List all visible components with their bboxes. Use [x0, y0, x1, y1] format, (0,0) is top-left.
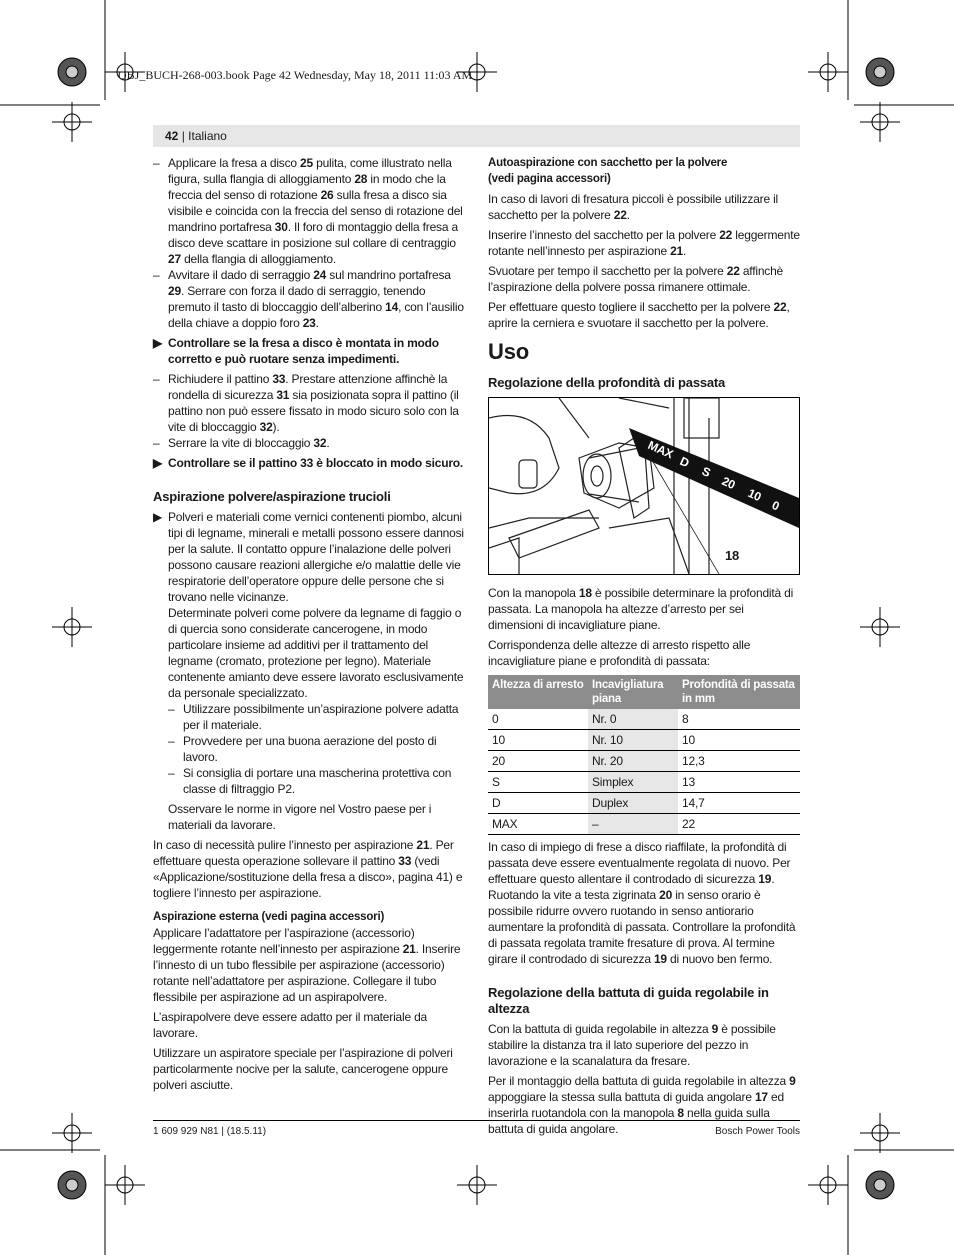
table-cell: 0 — [488, 709, 588, 730]
table-cell: Nr. 0 — [588, 709, 678, 730]
table-cell: Simplex — [588, 772, 678, 793]
depth-knob-illustration — [489, 398, 799, 574]
clean-outlet: In caso di necessità pulire l’innesto per aspirazione 21. Per effettuare questa operazione sollevare il pattino 33 (vedi «Applicazione/sostituzione della fresa a disco», pagina 41) e togliere l’innesto per aspirazione. — [153, 838, 463, 900]
table-cell: 10 — [488, 730, 588, 751]
step-tighten-nut: – Avvitare il dado di serraggio 24 sul mandrino portafresa 29. Serrare con forza il dado di serraggio, tenendo premuto il tasto di bloccaggio dell’alberino 14, con l’ausilio della chiave a doppio foro 23. — [153, 268, 464, 330]
table-row — [488, 793, 800, 814]
table-cell: Nr. 20 — [588, 751, 678, 772]
table-header-row — [488, 675, 800, 709]
dust-subitem: – Utilizzare possibilmente un’aspirazione polvere adatta per il materiale. — [168, 702, 459, 732]
table-row — [488, 709, 800, 730]
dust-subitem: – Si consiglia di portare una mascherina protettiva con classe di filtraggio P2. — [168, 766, 452, 796]
table-cell: 20 — [488, 751, 588, 772]
step-apply-disc: – Applicare la fresa a disco 25 pulita, come illustrato nella figura, sulla flangia di alloggiamento 28 in modo che la freccia del senso di rotazione 26 sulla fresa a disco sia visibile e coincida con la freccia del senso di rotazione del mandrino portafresa 30. Il foro di montaggio della fresa a disco deve scattare in posizione sul collare di centraggio 27 della flangia di alloggiamento. — [153, 156, 463, 266]
left-column — [153, 155, 465, 1093]
dial-mark: 20 — [719, 473, 738, 493]
table-cell: 8 — [678, 709, 800, 730]
table-cell: 13 — [678, 772, 800, 793]
table-cell: Nr. 10 — [588, 730, 678, 751]
table-cell: – — [588, 814, 678, 835]
table-cell: S — [488, 772, 588, 793]
depth-heading: Regolazione della profondità di passata — [488, 375, 726, 390]
print-header: OBJ_BUCH-268-003.book Page 42 Wednesday, May 18, 2011 11:03 AM — [118, 68, 473, 82]
footer-brand: Bosch Power Tools — [715, 1126, 800, 1137]
table-header: Profondità di passata in mm — [678, 675, 800, 709]
depth-paragraph: Con la manopola 18 è possibile determinare la profondità di passata. La manopola ha altezze d’arresto per sei dimensioni di incavigliature piane. — [488, 586, 794, 632]
table-cell: D — [488, 793, 588, 814]
page-header: 42 | Italiano — [153, 125, 800, 147]
depth-knob-figure — [488, 397, 800, 575]
depth-paragraph-2: Corrispondenza delle altezze di arresto rispetto alle incavigliature piane e profondità di passata: — [488, 638, 751, 668]
check-disc-note: ▶ Controllare se la fresa a disco è montata in modo corretto e può ruotare senza impedimenti. — [153, 336, 439, 366]
check-shoe-note: ▶ Controllare se il pattino 33 è bloccato in modo sicuro. — [153, 456, 464, 470]
bag-paragraph: Per effettuare questo togliere il sacchetto per la polvere 22, aprire la cerniera e svuotare il sacchetto per la polvere. — [488, 300, 790, 330]
fence-paragraph: Per il montaggio della battuta di guida regolabile in altezza 9 appoggiare la stessa sulla battuta di guida angolare 17 ed inserirla ruotandola con la manopola 8 nella guida sulla battuta di guida angolare. — [488, 1074, 796, 1136]
footer-rule — [153, 1120, 800, 1121]
dial-mark: D — [677, 453, 692, 471]
table-cell: 14,7 — [678, 793, 800, 814]
dust-norms: Osservare le norme in vigore nel Vostro paese per i materiali da lavorare. — [168, 802, 432, 832]
table-header: Incavigliatura piana — [588, 675, 678, 709]
table-cell: Duplex — [588, 793, 678, 814]
step-close-shoe: – Richiudere il pattino 33. Prestare attenzione affinchè la rondella di sicurezza 31 sia posizionata sopra il pattino (il pattino non può essere fissato in modo sicuro solo con la vite di bloccaggio 32). — [153, 372, 459, 434]
fence-paragraph: Con la battuta di guida regolabile in altezza 9 è possibile stabilire la distanza tra il lato superiore del pezzo in lavorazione e la scanalatura da fresare. — [488, 1022, 776, 1068]
table-row — [488, 730, 800, 751]
right-column — [488, 155, 800, 1137]
page-number: 42 — [165, 129, 179, 143]
dial-mark: 10 — [745, 485, 764, 505]
resharpen-paragraph: In caso di impiego di frese a disco riaffilate, la profondità di passata deve essere eventualmente regolata di nuovo. Per effettuare questo allentare il controdado di sicurezza 19. Ruotando la vite a testa zigrinata 20 in senso orario è possibile ridurre ovvero ruotando in senso antiorario aumentare la profondità di passata. Controllare la profondità di passata regolata tramite fresature di prova. Al termine girare il controdado di sicurezza 19 di nuovo ben fermo. — [488, 840, 796, 966]
table-cell: 22 — [678, 814, 800, 835]
bag-paragraph: Svuotare per tempo il sacchetto per la polvere 22 affinchè l’aspirazione della polvere possa rimanere ottimale. — [488, 264, 784, 294]
dial-mark: 0 — [769, 497, 782, 514]
bag-paragraph: Inserire l’innesto del sacchetto per la polvere 22 leggermente rotante nell’innesto per aspirazione 21. — [488, 228, 800, 258]
external-heading: Aspirazione esterna (vedi pagina accessori) — [153, 911, 385, 923]
dial-mark: MAX — [645, 437, 676, 462]
table-header: Altezza di arresto — [488, 675, 588, 709]
table-row — [488, 751, 800, 772]
page-language: Italiano — [188, 129, 227, 143]
depth-table — [488, 675, 800, 835]
table-cell: 12,3 — [678, 751, 800, 772]
dust-subitem: – Provvedere per una buona aerazione del posto di lavoro. — [168, 734, 437, 764]
external-text-2: L’aspirapolvere deve essere adatto per il materiale da lavorare. — [153, 1010, 428, 1040]
bag-paragraph: In caso di lavori di fresatura piccoli è possibile utilizzare il sacchetto per la polvere 22. — [488, 192, 779, 222]
step-tighten-screw: – Serrare la vite di bloccaggio 32. — [153, 436, 330, 450]
dial-mark: S — [699, 463, 713, 480]
table-cell: 10 — [678, 730, 800, 751]
dust-heading: Aspirazione polvere/aspirazione trucioli — [153, 489, 391, 504]
table-row — [488, 772, 800, 793]
table-row — [488, 814, 800, 835]
dust-warning-2: Determinate polveri come polvere da legname di faggio o di quercia sono considerate cancerogene, in modo particolare insieme ad additivi per il trattamento del legname (cromato, protezione per legno). Materiale contenente amianto deve essere lavorato esclusivamente da personale specializzato. — [168, 606, 464, 700]
bag-heading: Autoaspirazione con sacchetto per la polvere (vedi pagina accessori) — [488, 157, 728, 185]
uso-heading: Uso — [488, 339, 529, 364]
fence-heading: Regolazione della battuta di guida regolabile in altezza — [488, 985, 769, 1016]
external-text-3: Utilizzare un aspiratore speciale per l’aspirazione di polveri particolarmente nocive per la salute, cancerogene oppure polveri asciutte. — [153, 1046, 453, 1092]
figure-callout-label: 18 — [724, 548, 739, 563]
external-text: Applicare l’adattatore per l’aspirazione (accessorio) leggermente rotante nell’innesto per aspirazione 21. Inserire l’innesto di un tubo flessibile per aspirazione (accessorio) rotante nell’adattatore per aspirazione. Collegare il tubo flessibile per aspirazione ad un aspirapolvere. — [153, 926, 461, 1004]
footer-doc-code: 1 609 929 N81 | (18.5.11) — [153, 1126, 267, 1137]
table-cell: MAX — [488, 814, 588, 835]
dust-warning: ▶ Polveri e materiali come vernici contenenti piombo, alcuni tipi di legname, minerali e metalli possono essere dannosi per la salute. Il contatto oppure l’inalazione delle polveri possono causare reazioni allergiche e/o malattie delle vie respiratorie dell’operatore oppure delle persone che si trovano nelle vicinanze. — [153, 510, 464, 604]
